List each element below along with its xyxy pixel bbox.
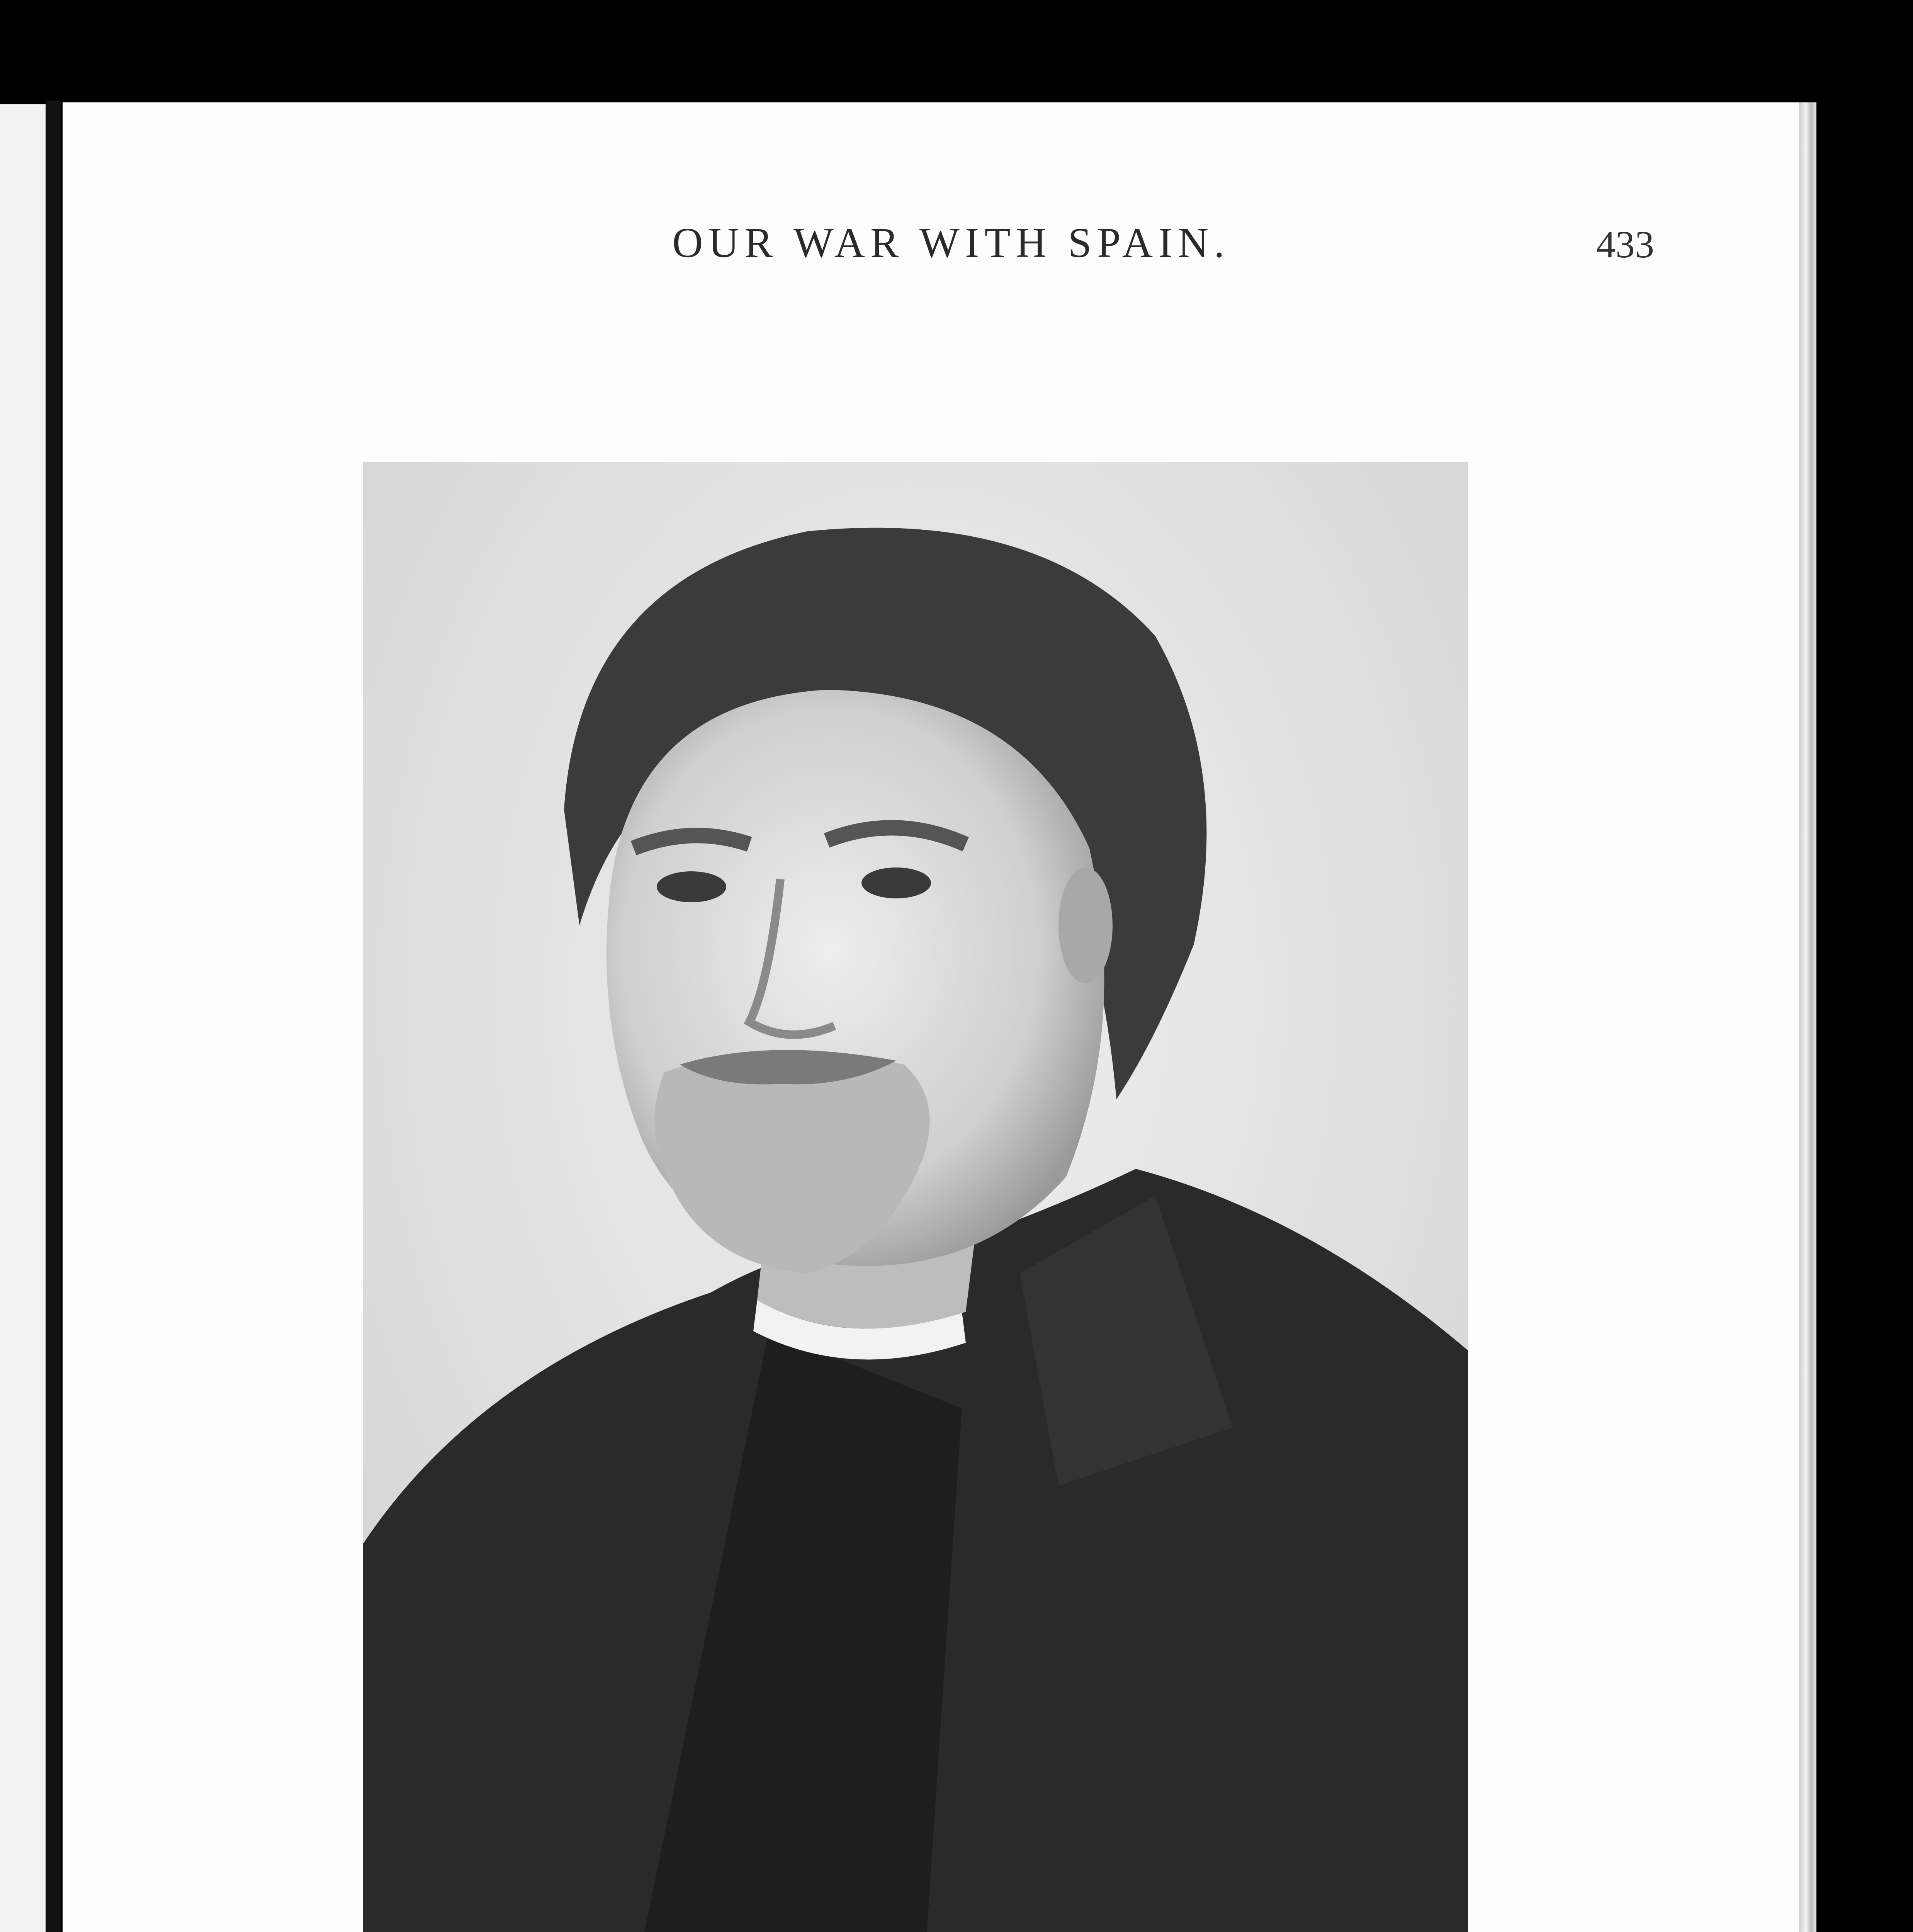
- running-title: OUR WAR WITH SPAIN.: [672, 219, 1230, 266]
- book-page: [63, 102, 1799, 1932]
- page-stack-edge: [1799, 102, 1816, 1932]
- page-number: 433: [1596, 223, 1654, 266]
- portrait-photograph: [363, 462, 1468, 1932]
- portrait-image: [363, 462, 1468, 1932]
- book-gutter: [46, 100, 61, 1932]
